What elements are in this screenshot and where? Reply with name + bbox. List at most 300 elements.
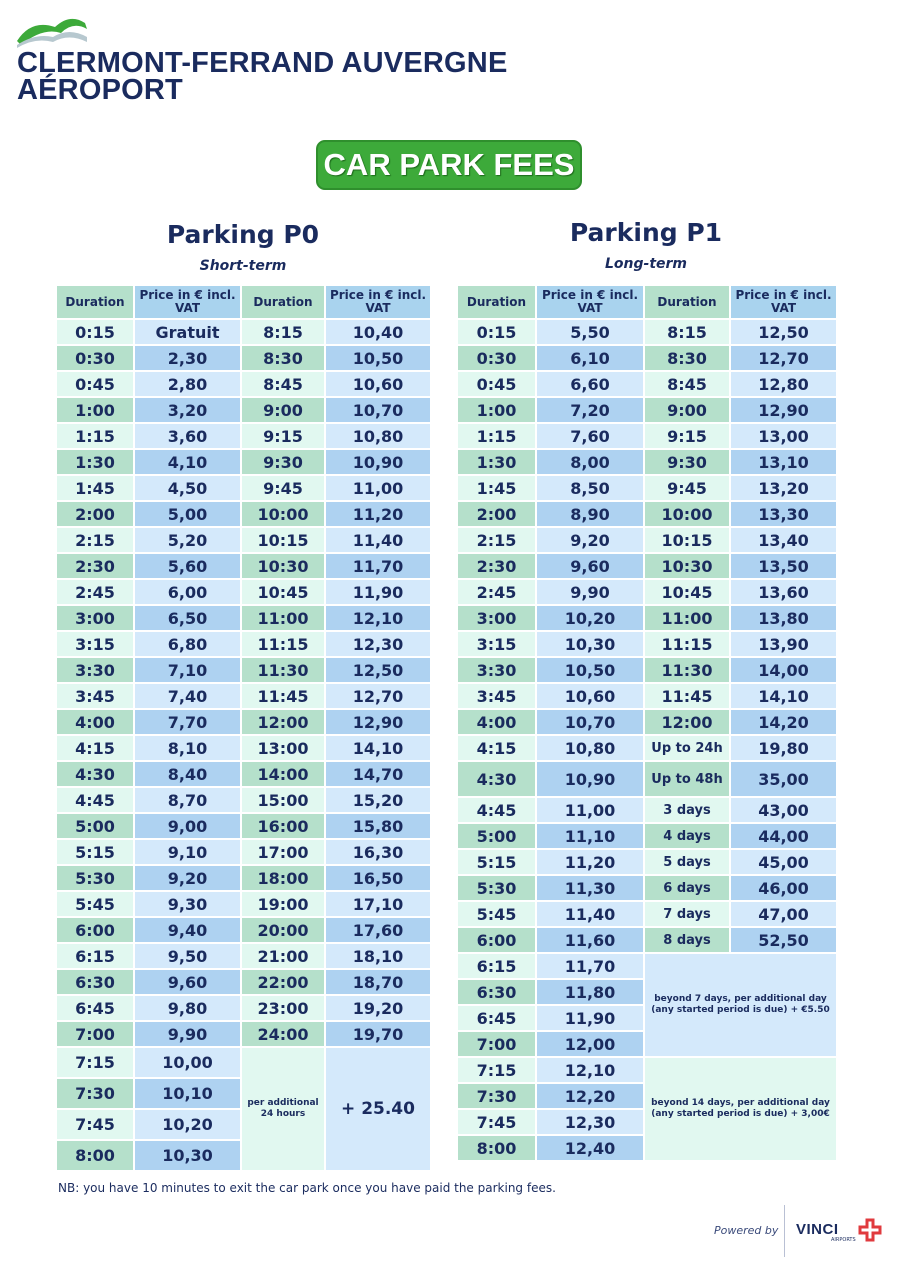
price-cell: 10,60 — [536, 683, 644, 709]
price-cell: 11,70 — [325, 553, 431, 579]
price-cell: 52,50 — [730, 927, 837, 953]
table-row — [56, 631, 431, 657]
price-cell: 7,70 — [134, 709, 241, 735]
table-row — [56, 657, 431, 683]
duration-cell: 2:30 — [457, 553, 536, 579]
duration-cell: 11:15 — [644, 631, 730, 657]
price-cell: 11,90 — [536, 1005, 644, 1031]
price-cell: 14,10 — [325, 735, 431, 761]
price-cell: 44,00 — [730, 823, 837, 849]
duration-cell: 0:45 — [457, 371, 536, 397]
duration-cell: 8:00 — [56, 1140, 134, 1171]
table-row — [457, 475, 837, 501]
duration-cell: 14:00 — [241, 761, 325, 787]
price-cell: 11,40 — [325, 527, 431, 553]
price-cell: 11,00 — [536, 797, 644, 823]
duration-cell: 11:00 — [241, 605, 325, 631]
duration-cell: 1:45 — [457, 475, 536, 501]
price-cell: 8,10 — [134, 735, 241, 761]
table-row — [457, 527, 837, 553]
duration-cell: 5:00 — [457, 823, 536, 849]
table-row — [56, 475, 431, 501]
price-cell: 6,10 — [536, 345, 644, 371]
table-row — [457, 345, 837, 371]
duration-cell: 7:30 — [457, 1083, 536, 1109]
duration-cell: 7:15 — [56, 1047, 134, 1078]
price-cell: 6,00 — [134, 579, 241, 605]
beyond-7-days-note: beyond 7 days, per additional day (any started period is due) + €5.50 — [644, 953, 837, 1057]
duration-cell: 0:15 — [56, 319, 134, 345]
duration-cell: 2:00 — [457, 501, 536, 527]
p0-title: Parking P0 — [166, 220, 320, 249]
price-cell: 11,10 — [536, 823, 644, 849]
duration-cell: 4:00 — [56, 709, 134, 735]
duration-cell: 9:45 — [241, 475, 325, 501]
duration-cell: 7:45 — [56, 1109, 134, 1140]
duration-cell: 11:15 — [241, 631, 325, 657]
duration-cell: 1:00 — [56, 397, 134, 423]
table-row — [457, 631, 837, 657]
price-cell: 4,10 — [134, 449, 241, 475]
table-row — [56, 761, 431, 787]
price-cell: 9,20 — [536, 527, 644, 553]
duration-cell: 6:45 — [56, 995, 134, 1021]
price-cell: 17,10 — [325, 891, 431, 917]
duration-cell: 5:30 — [457, 875, 536, 901]
duration-cell: 9:30 — [241, 449, 325, 475]
duration-cell: 11:45 — [644, 683, 730, 709]
duration-cell: 2:30 — [56, 553, 134, 579]
table-row — [457, 849, 837, 875]
price-cell: 10,10 — [134, 1078, 241, 1109]
table-row — [56, 423, 431, 449]
duration-cell: 10:30 — [644, 553, 730, 579]
duration-cell: 7:00 — [457, 1031, 536, 1057]
duration-cell: 5:45 — [56, 891, 134, 917]
table-row — [56, 865, 431, 891]
duration-cell: 1:30 — [457, 449, 536, 475]
price-cell: 14,10 — [730, 683, 837, 709]
price-cell: 8,70 — [134, 787, 241, 813]
table-row — [56, 787, 431, 813]
price-cell: 4,50 — [134, 475, 241, 501]
table-row — [56, 501, 431, 527]
duration-cell: 6:45 — [457, 1005, 536, 1031]
duration-cell: 10:15 — [241, 527, 325, 553]
price-cell: 9,50 — [134, 943, 241, 969]
price-cell: 12,90 — [325, 709, 431, 735]
price-cell: 10,50 — [536, 657, 644, 683]
duration-header: Duration — [56, 285, 134, 319]
price-cell: 13,10 — [730, 449, 837, 475]
price-cell: 9,90 — [536, 579, 644, 605]
duration-cell: 2:45 — [56, 579, 134, 605]
duration-cell: 19:00 — [241, 891, 325, 917]
price-cell: 13,40 — [730, 527, 837, 553]
price-cell: 12,70 — [325, 683, 431, 709]
price-cell: 8,00 — [536, 449, 644, 475]
duration-cell: 8:30 — [644, 345, 730, 371]
price-cell: 9,00 — [134, 813, 241, 839]
duration-cell: 0:30 — [56, 345, 134, 371]
duration-cell: 6:00 — [56, 917, 134, 943]
price-cell: 11,00 — [325, 475, 431, 501]
price-cell: 11,80 — [536, 979, 644, 1005]
price-cell: 10,70 — [536, 709, 644, 735]
price-cell: 9,40 — [134, 917, 241, 943]
table-row — [56, 605, 431, 631]
price-cell: 10,80 — [325, 423, 431, 449]
airport-name — [17, 47, 508, 106]
duration-cell: 7:00 — [56, 1021, 134, 1047]
price-cell: 5,00 — [134, 501, 241, 527]
duration-cell: 10:15 — [644, 527, 730, 553]
price-cell: 12,40 — [536, 1135, 644, 1161]
price-cell: 11,30 — [536, 875, 644, 901]
price-cell: 7,40 — [134, 683, 241, 709]
price-cell: 17,60 — [325, 917, 431, 943]
table-row — [457, 761, 837, 797]
price-cell: 12,80 — [730, 371, 837, 397]
duration-cell: 12:00 — [241, 709, 325, 735]
table-row — [56, 943, 431, 969]
table-row — [56, 891, 431, 917]
price-cell: 16,50 — [325, 865, 431, 891]
price-cell: 13,20 — [730, 475, 837, 501]
price-cell: 12,20 — [536, 1083, 644, 1109]
price-cell: 43,00 — [730, 797, 837, 823]
table-row — [56, 813, 431, 839]
duration-cell: 8:45 — [241, 371, 325, 397]
table-row — [457, 1057, 837, 1083]
table-row — [457, 319, 837, 345]
table-row — [457, 605, 837, 631]
price-cell: 10,90 — [325, 449, 431, 475]
price-cell: 7,10 — [134, 657, 241, 683]
airport-name-line1: CLERMONT-FERRAND AUVERGNE — [17, 47, 508, 79]
duration-cell: 20:00 — [241, 917, 325, 943]
table-row — [457, 553, 837, 579]
duration-cell: 11:30 — [644, 657, 730, 683]
price-cell: 9,90 — [134, 1021, 241, 1047]
exit-note: NB: you have 10 minutes to exit the car park once you have paid the parking fees. — [58, 1181, 556, 1195]
table-row — [56, 735, 431, 761]
price-cell: 10,50 — [325, 345, 431, 371]
duration-cell: 8 days — [644, 927, 730, 953]
duration-cell: 6 days — [644, 875, 730, 901]
price-cell: 19,20 — [325, 995, 431, 1021]
price-cell: 10,30 — [536, 631, 644, 657]
duration-cell: 9:30 — [644, 449, 730, 475]
price-cell: 5,50 — [536, 319, 644, 345]
price-cell: 6,50 — [134, 605, 241, 631]
duration-cell: 9:45 — [644, 475, 730, 501]
price-cell: 10,60 — [325, 371, 431, 397]
price-cell: 19,80 — [730, 735, 837, 761]
duration-cell: 1:30 — [56, 449, 134, 475]
duration-cell: 10:00 — [644, 501, 730, 527]
table-row — [457, 875, 837, 901]
table-row — [457, 683, 837, 709]
price-cell: 5,20 — [134, 527, 241, 553]
duration-cell: 17:00 — [241, 839, 325, 865]
price-cell: 2,80 — [134, 371, 241, 397]
table-row — [56, 579, 431, 605]
table-row — [457, 735, 837, 761]
duration-cell: 6:30 — [457, 979, 536, 1005]
duration-cell: 4 days — [644, 823, 730, 849]
duration-cell: 8:15 — [644, 319, 730, 345]
price-cell: 8,50 — [536, 475, 644, 501]
price-cell: 11,70 — [536, 953, 644, 979]
price-cell: 18,10 — [325, 943, 431, 969]
duration-cell: 10:00 — [241, 501, 325, 527]
duration-cell: 8:30 — [241, 345, 325, 371]
price-cell: 9,60 — [134, 969, 241, 995]
duration-cell: 3:00 — [457, 605, 536, 631]
price-header: Price in € incl. VAT — [325, 285, 431, 319]
price-cell: 9,60 — [536, 553, 644, 579]
duration-cell: 2:15 — [457, 527, 536, 553]
price-cell: 12,50 — [325, 657, 431, 683]
price-cell: 16,30 — [325, 839, 431, 865]
price-cell: 13,00 — [730, 423, 837, 449]
duration-cell: 4:30 — [457, 761, 536, 797]
price-cell: 6,60 — [536, 371, 644, 397]
duration-cell: 9:00 — [241, 397, 325, 423]
duration-cell: 5:45 — [457, 901, 536, 927]
beyond-14-days-note: beyond 14 days, per additional day (any started period is due) + 3,00€ — [644, 1057, 837, 1161]
price-cell: 10,40 — [325, 319, 431, 345]
table-row — [56, 319, 431, 345]
duration-cell: Up to 24h — [644, 735, 730, 761]
duration-cell: 3:45 — [457, 683, 536, 709]
duration-cell: 16:00 — [241, 813, 325, 839]
duration-cell: 0:45 — [56, 371, 134, 397]
table-row — [56, 527, 431, 553]
price-cell: 6,80 — [134, 631, 241, 657]
table-header-row — [56, 285, 431, 319]
price-cell: 10,00 — [134, 1047, 241, 1078]
duration-cell: 4:15 — [56, 735, 134, 761]
duration-cell: 0:15 — [457, 319, 536, 345]
price-cell: 10,20 — [536, 605, 644, 631]
price-cell: 12,70 — [730, 345, 837, 371]
table-row — [56, 839, 431, 865]
table-row — [56, 449, 431, 475]
price-cell: 12,90 — [730, 397, 837, 423]
duration-cell: 5:00 — [56, 813, 134, 839]
price-cell: 12,10 — [536, 1057, 644, 1083]
table-header-row — [457, 285, 837, 319]
duration-cell: 3:15 — [457, 631, 536, 657]
vinci-logo-text: VINCI — [796, 1221, 839, 1238]
vinci-logo-subtext: AIRPORTS — [831, 1237, 856, 1243]
price-cell: 11,90 — [325, 579, 431, 605]
price-cell: 14,70 — [325, 761, 431, 787]
price-cell: 12,30 — [536, 1109, 644, 1135]
table-row — [56, 969, 431, 995]
duration-cell: 5:30 — [56, 865, 134, 891]
table-row — [457, 953, 837, 979]
duration-cell: 5:15 — [457, 849, 536, 875]
price-cell: 13,90 — [730, 631, 837, 657]
duration-cell: 13:00 — [241, 735, 325, 761]
duration-header: Duration — [644, 285, 730, 319]
price-cell: 9,20 — [134, 865, 241, 891]
airport-name-line2: AÉROPORT — [17, 74, 183, 106]
additional-24h-label: per additional 24 hours — [241, 1047, 325, 1171]
duration-cell: 9:15 — [644, 423, 730, 449]
duration-cell: 3:30 — [56, 657, 134, 683]
duration-cell: 1:45 — [56, 475, 134, 501]
duration-cell: 11:30 — [241, 657, 325, 683]
table-row — [56, 553, 431, 579]
duration-cell: 3:00 — [56, 605, 134, 631]
duration-cell: 2:00 — [56, 501, 134, 527]
price-cell: 11,20 — [536, 849, 644, 875]
duration-cell: 22:00 — [241, 969, 325, 995]
price-cell: 12,10 — [325, 605, 431, 631]
table-row — [457, 371, 837, 397]
price-cell: 11,60 — [536, 927, 644, 953]
duration-cell: 3:30 — [457, 657, 536, 683]
table-row — [56, 1047, 431, 1078]
duration-cell: 1:00 — [457, 397, 536, 423]
duration-cell: 8:45 — [644, 371, 730, 397]
duration-cell: 8:00 — [457, 1135, 536, 1161]
price-cell: 12,00 — [536, 1031, 644, 1057]
p0-fee-table — [55, 284, 432, 1172]
table-row — [457, 397, 837, 423]
table-row — [56, 345, 431, 371]
price-cell: 14,20 — [730, 709, 837, 735]
price-cell: 10,90 — [536, 761, 644, 797]
price-cell: 13,80 — [730, 605, 837, 631]
duration-cell: 7 days — [644, 901, 730, 927]
price-cell: 15,80 — [325, 813, 431, 839]
duration-cell: 23:00 — [241, 995, 325, 1021]
duration-cell: 6:00 — [457, 927, 536, 953]
price-cell: 14,00 — [730, 657, 837, 683]
p1-title: Parking P1 — [569, 218, 723, 247]
price-header: Price in € incl. VAT — [536, 285, 644, 319]
table-row — [457, 423, 837, 449]
price-cell: 2,30 — [134, 345, 241, 371]
duration-cell: 1:15 — [457, 423, 536, 449]
duration-header: Duration — [241, 285, 325, 319]
table-row — [56, 917, 431, 943]
duration-cell: 5:15 — [56, 839, 134, 865]
price-cell: 11,20 — [325, 501, 431, 527]
vinci-cross-icon — [858, 1218, 882, 1242]
duration-cell: 6:30 — [56, 969, 134, 995]
page-title-banner: CAR PARK FEES — [316, 140, 582, 190]
duration-cell: 2:45 — [457, 579, 536, 605]
price-cell: 12,30 — [325, 631, 431, 657]
table-row — [56, 995, 431, 1021]
price-cell: 5,60 — [134, 553, 241, 579]
duration-cell: 2:15 — [56, 527, 134, 553]
table-row — [56, 371, 431, 397]
duration-cell: Up to 48h — [644, 761, 730, 797]
table-row — [457, 709, 837, 735]
table-row — [457, 501, 837, 527]
price-cell: 10,80 — [536, 735, 644, 761]
duration-cell: 7:30 — [56, 1078, 134, 1109]
duration-cell: 5 days — [644, 849, 730, 875]
table-row — [457, 823, 837, 849]
duration-cell: 4:45 — [56, 787, 134, 813]
duration-cell: 7:45 — [457, 1109, 536, 1135]
price-cell: 15,20 — [325, 787, 431, 813]
duration-cell: 24:00 — [241, 1021, 325, 1047]
price-cell: 47,00 — [730, 901, 837, 927]
table-row — [457, 797, 837, 823]
duration-cell: 3:45 — [56, 683, 134, 709]
table-row — [457, 449, 837, 475]
duration-cell: 0:30 — [457, 345, 536, 371]
table-row — [56, 397, 431, 423]
duration-cell: 21:00 — [241, 943, 325, 969]
p0-subtitle: Short-term — [199, 258, 287, 274]
price-cell: 7,60 — [536, 423, 644, 449]
duration-cell: 4:45 — [457, 797, 536, 823]
price-cell: 13,30 — [730, 501, 837, 527]
table-row — [457, 901, 837, 927]
duration-cell: 9:00 — [644, 397, 730, 423]
duration-cell: 15:00 — [241, 787, 325, 813]
table-row — [56, 683, 431, 709]
price-cell: 9,10 — [134, 839, 241, 865]
price-cell: 12,50 — [730, 319, 837, 345]
price-cell: 13,50 — [730, 553, 837, 579]
table-row — [56, 1021, 431, 1047]
price-cell: 46,00 — [730, 875, 837, 901]
price-cell: 7,20 — [536, 397, 644, 423]
price-cell: 9,30 — [134, 891, 241, 917]
price-cell: 8,90 — [536, 501, 644, 527]
duration-cell: 12:00 — [644, 709, 730, 735]
price-cell: 9,80 — [134, 995, 241, 1021]
powered-by-label: Powered by — [714, 1224, 779, 1237]
p1-fee-table — [456, 284, 838, 1162]
duration-cell: 3:15 — [56, 631, 134, 657]
duration-cell: 11:00 — [644, 605, 730, 631]
table-row — [457, 657, 837, 683]
duration-cell: 6:15 — [457, 953, 536, 979]
duration-cell: 10:45 — [241, 579, 325, 605]
price-cell: 10,30 — [134, 1140, 241, 1171]
price-cell: 3,20 — [134, 397, 241, 423]
additional-24h-price: + 25.40 — [325, 1047, 431, 1171]
duration-cell: 1:15 — [56, 423, 134, 449]
duration-cell: 9:15 — [241, 423, 325, 449]
table-row — [457, 579, 837, 605]
p1-subtitle: Long-term — [604, 256, 688, 272]
duration-cell: 4:00 — [457, 709, 536, 735]
duration-cell: 3 days — [644, 797, 730, 823]
duration-cell: 10:30 — [241, 553, 325, 579]
price-cell: 13,60 — [730, 579, 837, 605]
price-cell: 10,20 — [134, 1109, 241, 1140]
duration-cell: 4:30 — [56, 761, 134, 787]
table-row — [56, 709, 431, 735]
price-header: Price in € incl. VAT — [134, 285, 241, 319]
price-cell: 8,40 — [134, 761, 241, 787]
duration-cell: 8:15 — [241, 319, 325, 345]
airport-logo-icon — [15, 15, 90, 49]
